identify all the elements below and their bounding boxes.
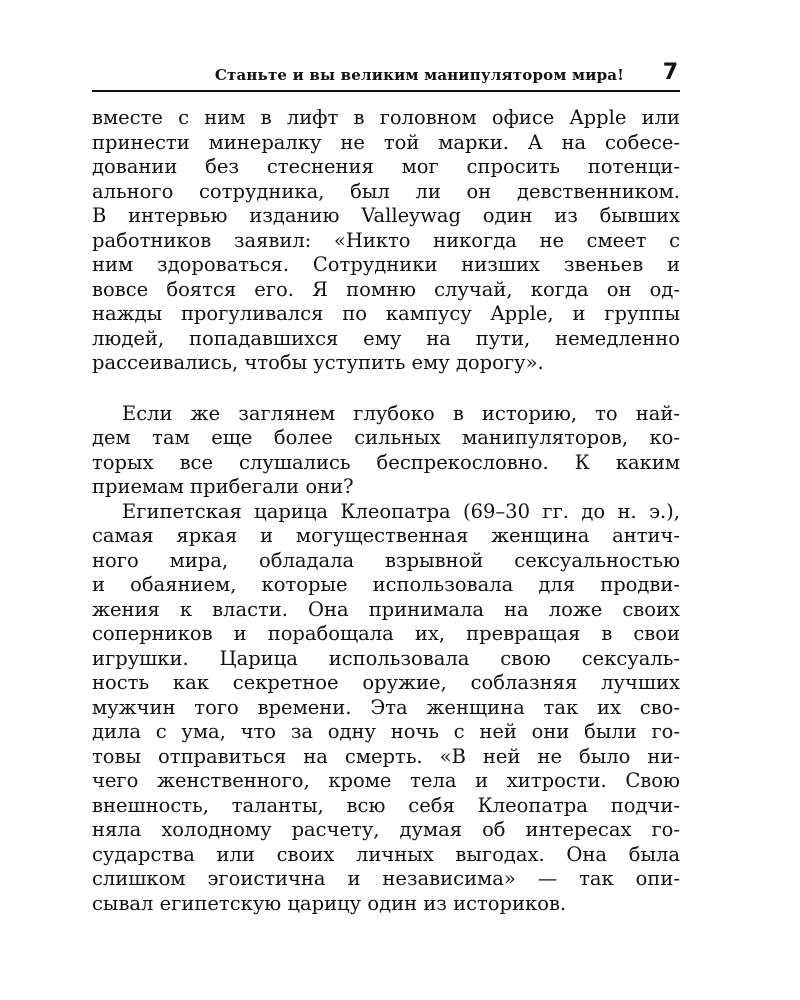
text-line: жения к власти. Она принимала на ложе своих	[92, 597, 680, 621]
text-line: слишком эгоистична и независима» — так опи-	[92, 867, 680, 890]
text-line: няла холодному расчету, думая об интересах го-	[92, 818, 680, 841]
text-line: чего женственного, кроме тела и хитрости. Свою	[92, 769, 680, 792]
text-line: и обаянием, которые использовала для продви-	[92, 573, 680, 596]
text-line: соперников и порабощала их, превращая в свои	[92, 622, 680, 645]
body-text	[92, 106, 680, 916]
text-line: Если же заглянем глубоко в историю, то най-	[122, 401, 680, 425]
text-line: довании без стеснения мог спросить потенци-	[92, 155, 680, 178]
page-number: 7	[662, 60, 678, 85]
text-line: игрушки. Царица использовала свою сексуаль-	[92, 646, 680, 670]
running-title: Станьте и вы великим манипулятором мира!	[214, 66, 624, 84]
text-line: дем там еще более сильных манипуляторов, ко-	[92, 426, 680, 449]
text-line: Египетская царица Клеопатра (69–30 гг. до н. э.),	[122, 499, 680, 523]
text-line: ального сотрудника, был ли он девственником.	[92, 179, 680, 203]
text-line: товы отправиться на смерть. «В ней не было ни-	[92, 744, 680, 768]
text-line: ного мира, обладала взрывной сексуальностью	[92, 548, 680, 572]
text-line: вовсе боятся его. Я помню случай, когда он од-	[92, 277, 680, 301]
text-line: принести минералку не той марки. А на собесе-	[92, 130, 680, 154]
text-line: работников заявил: «Никто никогда не смеет с	[92, 228, 680, 252]
paragraph-1	[92, 106, 680, 376]
text-line: внешность, таланты, всю себя Клеопатра подчи-	[92, 793, 680, 817]
text-line: приемам прибегали они?	[92, 475, 354, 498]
text-line: нажды прогуливался по кампусу Apple, и группы	[92, 302, 680, 325]
text-line: ность как секретное оружие, соблазняя лучших	[92, 671, 680, 694]
book-page	[92, 60, 680, 916]
paragraph-3	[92, 500, 680, 917]
text-line: вместе с ним в лифт в головном офисе Apple или	[92, 106, 680, 129]
text-line: торых все слушались беспрекословно. К каким	[92, 450, 680, 474]
text-line: сударства или своих личных выгодах. Она была	[92, 842, 680, 866]
running-header	[92, 60, 680, 92]
text-line: самая яркая и могущественная женщина антич-	[92, 524, 680, 547]
text-line: дила с ума, что за одну ночь с ней они были го-	[92, 720, 680, 743]
paragraph-2	[92, 402, 680, 500]
paragraph-gap	[92, 376, 680, 402]
text-line: рассеивались, чтобы уступить ему дорогу».	[92, 351, 544, 374]
text-line: людей, попадавшихся ему на пути, немедленно	[92, 326, 680, 350]
text-line: ним здороваться. Сотрудники низших звеньев и	[92, 253, 680, 276]
text-line: мужчин того времени. Эта женщина так их сво-	[92, 695, 680, 719]
text-line: В интервью изданию Valleywag один из бывших	[92, 204, 680, 227]
text-line: сывал египетскую царицу один из историков.	[92, 891, 567, 915]
